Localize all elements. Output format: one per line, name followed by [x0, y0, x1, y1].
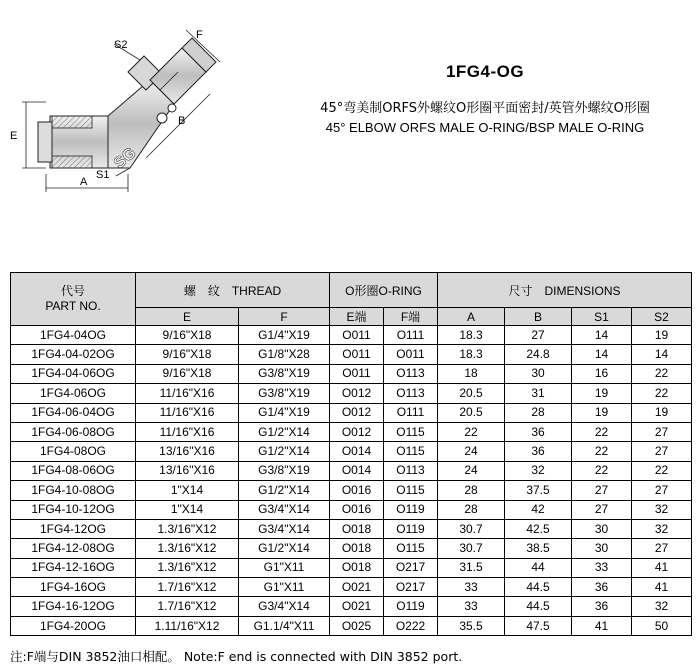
- cell-thread-e: 13/16"X16: [136, 442, 239, 461]
- cell-dim-a: 18: [438, 364, 505, 383]
- cell-thread-e: 9/16"X18: [136, 345, 239, 364]
- cell-dim-s1: 14: [572, 345, 632, 364]
- cell-dim-a: 33: [438, 578, 505, 597]
- cell-oring-f: O113: [384, 461, 438, 480]
- cell-dim-s2: 41: [632, 578, 692, 597]
- title-english: 45° ELBOW ORFS MALE O-RING/BSP MALE O-RING: [325, 120, 645, 135]
- cell-dim-b: 42.5: [505, 519, 572, 538]
- cell-dim-b: 47.5: [505, 616, 572, 635]
- header-f-end: F端: [384, 308, 438, 326]
- cell-oring-e: O012: [330, 384, 384, 403]
- table-row: [11, 539, 692, 558]
- cell-oring-e: O016: [330, 481, 384, 500]
- cell-thread-f: G3/8"X19: [239, 384, 330, 403]
- cell-oring-e: O021: [330, 597, 384, 616]
- cell-oring-f: O217: [384, 578, 438, 597]
- cell-thread-e: 1.11/16"X12: [136, 616, 239, 635]
- cell-thread-e: 9/16"X18: [136, 364, 239, 383]
- cell-dim-b: 37.5: [505, 481, 572, 500]
- table-row: [11, 558, 692, 577]
- cell-dim-s1: 41: [572, 616, 632, 635]
- table-row: [11, 442, 692, 461]
- header-a: A: [438, 308, 505, 326]
- title-block: [280, 62, 690, 135]
- cell-thread-f: G3/4"X14: [239, 597, 330, 616]
- cell-dim-s2: 27: [632, 442, 692, 461]
- cell-thread-e: 1.7/16"X12: [136, 597, 239, 616]
- cell-oring-e: O011: [330, 345, 384, 364]
- cell-part-no: 1FG4-12-08OG: [11, 539, 136, 558]
- cell-dim-s1: 22: [572, 442, 632, 461]
- label-e: E: [10, 130, 18, 142]
- cell-dim-b: 36: [505, 442, 572, 461]
- cell-thread-f: G1"X11: [239, 578, 330, 597]
- cell-thread-e: 9/16"X18: [136, 326, 239, 345]
- cell-thread-e: 11/16"X16: [136, 384, 239, 403]
- cell-oring-f: O115: [384, 422, 438, 441]
- cell-thread-f: G3/4"X14: [239, 500, 330, 519]
- cell-dim-s1: 19: [572, 403, 632, 422]
- header-s1: S1: [572, 308, 632, 326]
- cell-thread-e: 13/16"X16: [136, 461, 239, 480]
- oring-f: [157, 113, 167, 123]
- cell-oring-e: O018: [330, 558, 384, 577]
- cell-part-no: 1FG4-06-08OG: [11, 422, 136, 441]
- cell-oring-e: O021: [330, 578, 384, 597]
- cell-dim-a: 18.3: [438, 326, 505, 345]
- cell-dim-s1: 22: [572, 461, 632, 480]
- cell-thread-f: G3/8"X19: [239, 364, 330, 383]
- cell-part-no: 1FG4-08-06OG: [11, 461, 136, 480]
- header-s2: S2: [632, 308, 692, 326]
- cell-oring-f: O115: [384, 539, 438, 558]
- cell-oring-e: O014: [330, 461, 384, 480]
- cell-thread-f: G1/2"X14: [239, 539, 330, 558]
- cell-part-no: 1FG4-12-16OG: [11, 558, 136, 577]
- cell-oring-f: O115: [384, 481, 438, 500]
- cell-dim-a: 31.5: [438, 558, 505, 577]
- cell-dim-s2: 22: [632, 364, 692, 383]
- cell-dim-s1: 36: [572, 578, 632, 597]
- cell-dim-a: 24: [438, 442, 505, 461]
- table-row: [11, 384, 692, 403]
- cell-dim-a: 33: [438, 597, 505, 616]
- cell-oring-f: O119: [384, 500, 438, 519]
- header-part-en: PART NO.: [45, 299, 101, 313]
- cell-thread-e: 1.7/16"X12: [136, 578, 239, 597]
- cell-part-no: 1FG4-12OG: [11, 519, 136, 538]
- header-b: B: [505, 308, 572, 326]
- footnote: 注:F端与DIN 3852油口相配。 Note:F end is connected with DIN 3852 port.: [10, 649, 463, 664]
- cell-part-no: 1FG4-06OG: [11, 384, 136, 403]
- cell-oring-e: O011: [330, 364, 384, 383]
- cell-dim-b: 30: [505, 364, 572, 383]
- cell-dim-s1: 30: [572, 539, 632, 558]
- cell-oring-f: O115: [384, 442, 438, 461]
- table-body: [11, 326, 692, 636]
- label-f: F: [196, 29, 203, 41]
- cell-dim-b: 38.5: [505, 539, 572, 558]
- cell-thread-f: G1/4"X19: [239, 403, 330, 422]
- cell-dim-s1: 30: [572, 519, 632, 538]
- header-dimensions: 尺寸 DIMENSIONS: [438, 273, 692, 308]
- title-chinese: 45°弯美制ORFS外螺纹O形圈平面密封/英管外螺纹O形圈: [320, 101, 650, 116]
- cell-dim-a: 22: [438, 422, 505, 441]
- header-e-end: E端: [330, 308, 384, 326]
- cell-dim-s2: 50: [632, 616, 692, 635]
- cell-dim-b: 32: [505, 461, 572, 480]
- cell-dim-b: 44.5: [505, 597, 572, 616]
- cell-oring-e: O018: [330, 539, 384, 558]
- cell-dim-s2: 27: [632, 481, 692, 500]
- cell-oring-e: O012: [330, 422, 384, 441]
- cell-part-no: 1FG4-04OG: [11, 326, 136, 345]
- table-row: [11, 364, 692, 383]
- cell-thread-f: G1/2"X14: [239, 422, 330, 441]
- label-b: B: [178, 115, 186, 127]
- cell-dim-s2: 19: [632, 326, 692, 345]
- cell-dim-a: 28: [438, 500, 505, 519]
- cell-oring-e: O012: [330, 403, 384, 422]
- table-row: [11, 326, 692, 345]
- cell-dim-a: 20.5: [438, 403, 505, 422]
- cell-oring-f: O113: [384, 384, 438, 403]
- cell-oring-f: O113: [384, 364, 438, 383]
- table-row: [11, 597, 692, 616]
- header-part-no: [11, 273, 136, 326]
- cell-part-no: 1FG4-10-12OG: [11, 500, 136, 519]
- cell-dim-a: 20.5: [438, 384, 505, 403]
- cell-dim-b: 27: [505, 326, 572, 345]
- cell-thread-e: 1"X14: [136, 481, 239, 500]
- table-row: [11, 578, 692, 597]
- cell-oring-e: O025: [330, 616, 384, 635]
- cell-part-no: 1FG4-04-06OG: [11, 364, 136, 383]
- table-row: [11, 461, 692, 480]
- cell-thread-e: 1.3/16"X12: [136, 519, 239, 538]
- cell-thread-f: G1/2"X14: [239, 442, 330, 461]
- cell-dim-a: 30.7: [438, 519, 505, 538]
- table-row: [11, 500, 692, 519]
- table-row: [11, 519, 692, 538]
- table-row: [11, 403, 692, 422]
- cell-part-no: 1FG4-20OG: [11, 616, 136, 635]
- cell-dim-b: 42: [505, 500, 572, 519]
- cell-part-no: 1FG4-08OG: [11, 442, 136, 461]
- header-thread: 螺 纹 THREAD: [136, 273, 330, 308]
- cell-dim-s2: 32: [632, 519, 692, 538]
- cell-dim-s1: 33: [572, 558, 632, 577]
- cell-dim-s1: 36: [572, 597, 632, 616]
- cell-thread-f: G3/8"X19: [239, 461, 330, 480]
- cell-dim-s2: 14: [632, 345, 692, 364]
- cell-dim-s1: 14: [572, 326, 632, 345]
- cell-dim-a: 18.3: [438, 345, 505, 364]
- cell-part-no: 1FG4-06-04OG: [11, 403, 136, 422]
- elbow-fitting-diagram: [10, 28, 245, 208]
- label-s1: S1: [96, 169, 110, 181]
- cell-dim-s2: 32: [632, 500, 692, 519]
- cell-dim-s1: 27: [572, 481, 632, 500]
- table-row: [11, 481, 692, 500]
- thread-e: [38, 122, 52, 162]
- cell-thread-f: G1/2"X14: [239, 481, 330, 500]
- cell-part-no: 1FG4-16-12OG: [11, 597, 136, 616]
- cell-dim-s1: 27: [572, 500, 632, 519]
- cell-dim-b: 44.5: [505, 578, 572, 597]
- cell-oring-f: O217: [384, 558, 438, 577]
- cell-oring-e: O014: [330, 442, 384, 461]
- cell-dim-b: 44: [505, 558, 572, 577]
- brand-logo: SG: [110, 144, 140, 173]
- cell-dim-a: 30.7: [438, 539, 505, 558]
- cell-oring-e: O011: [330, 326, 384, 345]
- cell-dim-s2: 27: [632, 422, 692, 441]
- cell-dim-s1: 22: [572, 422, 632, 441]
- cell-oring-f: O222: [384, 616, 438, 635]
- label-a: A: [80, 176, 88, 188]
- header-f: F: [239, 308, 330, 326]
- cell-thread-f: G1.1/4"X11: [239, 616, 330, 635]
- cell-thread-f: G1/4"X19: [239, 326, 330, 345]
- cell-thread-e: 11/16"X16: [136, 403, 239, 422]
- header-e: E: [136, 308, 239, 326]
- cell-dim-a: 35.5: [438, 616, 505, 635]
- cell-dim-b: 28: [505, 403, 572, 422]
- cell-dim-b: 24.8: [505, 345, 572, 364]
- cell-dim-a: 24: [438, 461, 505, 480]
- cell-oring-f: O119: [384, 597, 438, 616]
- cell-oring-e: O018: [330, 519, 384, 538]
- cell-dim-b: 31: [505, 384, 572, 403]
- cell-thread-f: G3/4"X14: [239, 519, 330, 538]
- cell-part-no: 1FG4-04-02OG: [11, 345, 136, 364]
- dimensions-table: [10, 272, 692, 636]
- cell-part-no: 1FG4-10-08OG: [11, 481, 136, 500]
- table-row: [11, 616, 692, 635]
- cell-thread-e: 1"X14: [136, 500, 239, 519]
- cell-dim-s2: 32: [632, 597, 692, 616]
- cell-oring-f: O011: [384, 345, 438, 364]
- cell-thread-e: 11/16"X16: [136, 422, 239, 441]
- cell-oring-f: O111: [384, 403, 438, 422]
- table-row: [11, 422, 692, 441]
- cell-oring-f: O119: [384, 519, 438, 538]
- label-s2: S2: [114, 39, 128, 51]
- cell-oring-e: O016: [330, 500, 384, 519]
- header-oring: O形圈O-RING: [330, 273, 438, 308]
- cell-dim-s2: 19: [632, 403, 692, 422]
- table-row: [11, 345, 692, 364]
- cell-thread-f: G1"X11: [239, 558, 330, 577]
- header-part-cn: 代号: [60, 284, 85, 298]
- cell-dim-s2: 27: [632, 539, 692, 558]
- cell-thread-f: G1/8"X28: [239, 345, 330, 364]
- fitting-drawing: [10, 28, 245, 208]
- cell-dim-b: 36: [505, 422, 572, 441]
- cell-oring-f: O111: [384, 326, 438, 345]
- cell-dim-s2: 41: [632, 558, 692, 577]
- cell-dim-s2: 22: [632, 461, 692, 480]
- part-series-code: 1FG4-OG: [445, 62, 525, 81]
- cell-thread-e: 1.3/16"X12: [136, 539, 239, 558]
- cell-dim-s1: 19: [572, 384, 632, 403]
- cell-dim-s1: 16: [572, 364, 632, 383]
- cell-dim-s2: 22: [632, 384, 692, 403]
- cell-dim-a: 28: [438, 481, 505, 500]
- cell-part-no: 1FG4-16OG: [11, 578, 136, 597]
- cell-thread-e: 1.3/16"X12: [136, 558, 239, 577]
